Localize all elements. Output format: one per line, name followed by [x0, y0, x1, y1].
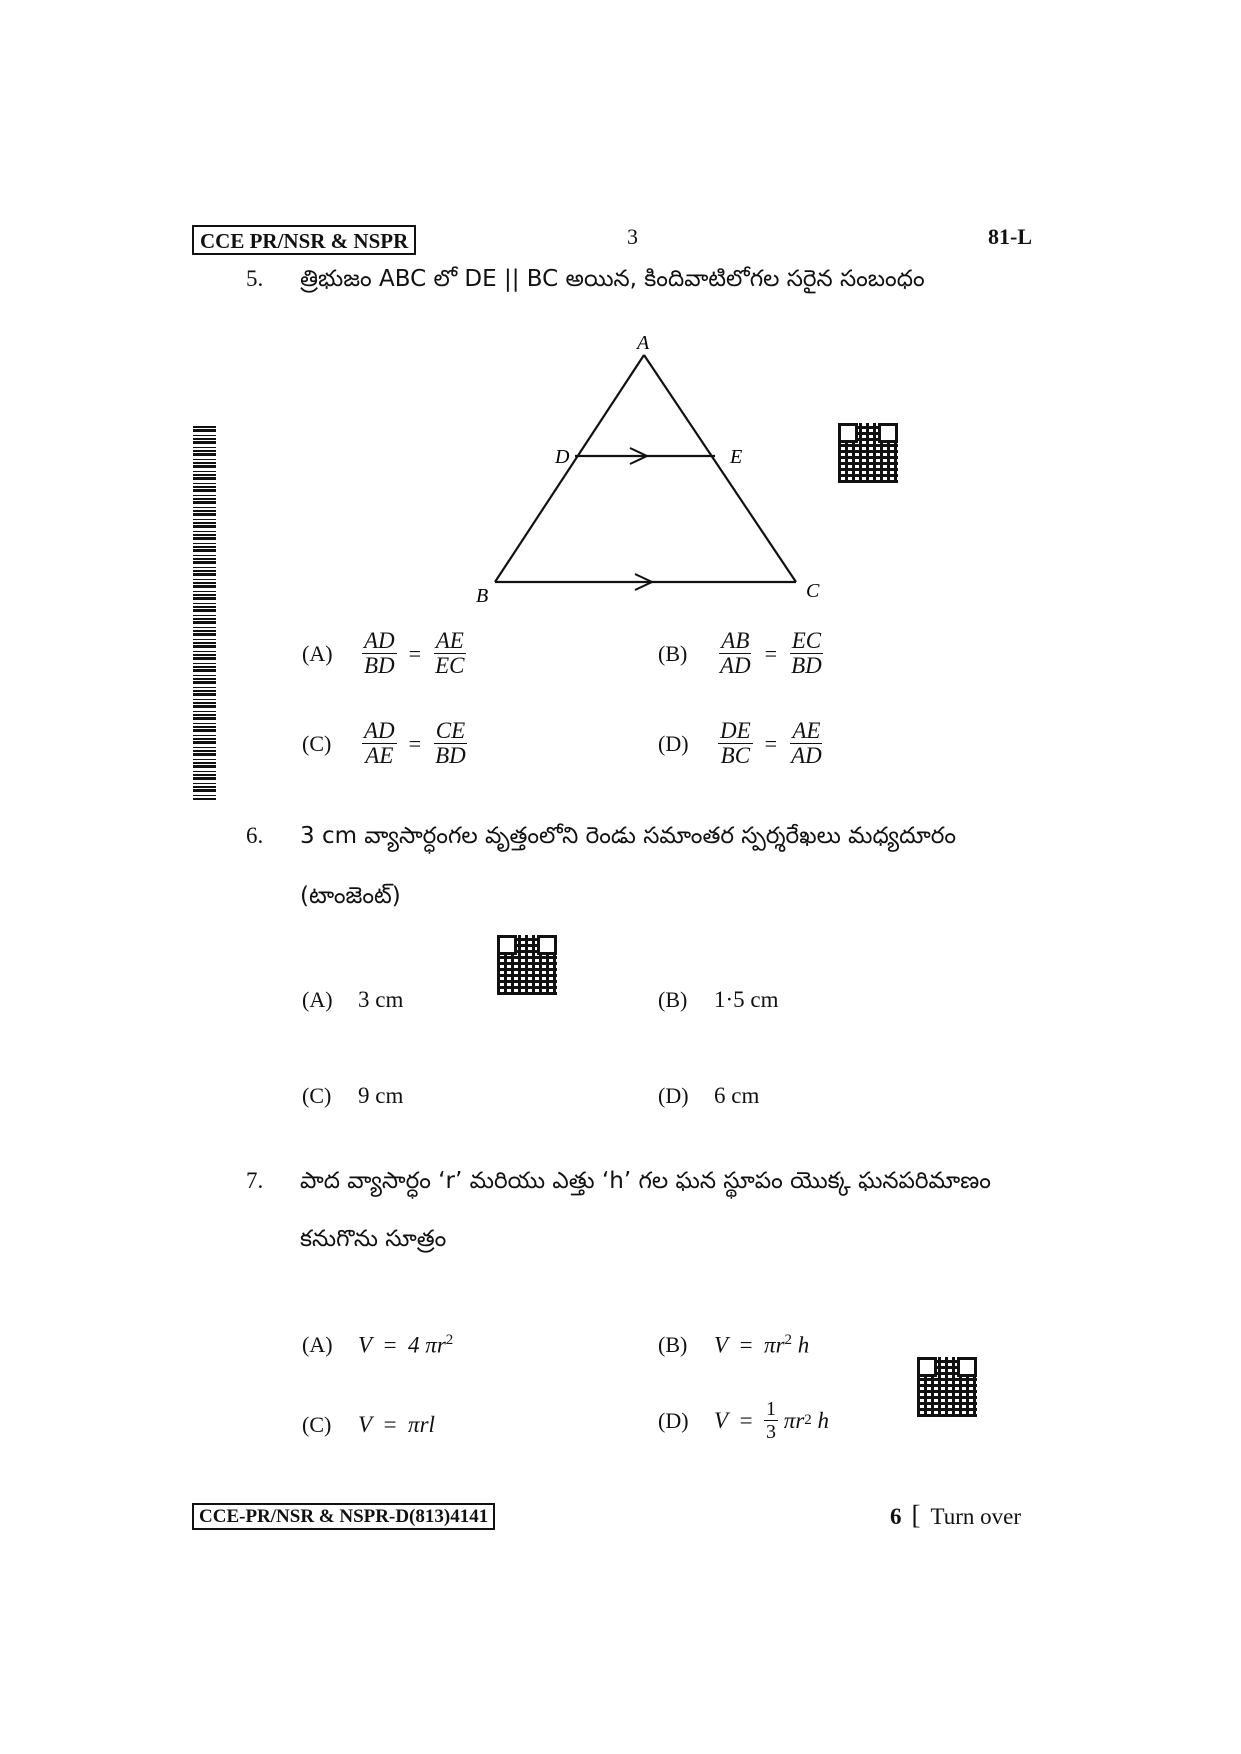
- fraction: $\frac{AB}{AD}$: [720, 628, 751, 678]
- q6-option-c[interactable]: [302, 1083, 403, 1109]
- option-label: (C): [302, 730, 332, 756]
- q6-option-b[interactable]: [658, 987, 779, 1013]
- vertex-b-label: B: [476, 585, 489, 605]
- q5-option-b[interactable]: (B) $\frac{AB}{AD}$ = $\frac{EC}{BD}$: [658, 628, 822, 678]
- option-label: (B): [658, 1332, 688, 1358]
- header-code: CCE PR/NSR & NSPR: [192, 225, 416, 255]
- option-label: (C): [302, 1412, 332, 1437]
- qr-code-1: [838, 423, 898, 483]
- option-text: 1·5 cm: [714, 987, 779, 1012]
- vertex-e-label: E: [730, 446, 743, 468]
- option-label: (C): [302, 1083, 332, 1108]
- fraction: $\frac{AD}{BD}$: [364, 628, 395, 678]
- fraction: $\frac{1}{3}$: [766, 1398, 777, 1443]
- option-text: 9 cm: [358, 1083, 404, 1108]
- fraction: $\frac{AE}{AD}$: [791, 718, 822, 768]
- fraction: $\frac{AD}{AE}$: [364, 718, 395, 768]
- q7-option-d[interactable]: (D) V = $\frac{1}{3}$ πr 2 h: [658, 1398, 830, 1443]
- option-label: (B): [658, 987, 688, 1012]
- q7-option-b[interactable]: (B) $V = \pi r^2$ h: [658, 1332, 810, 1358]
- turn-over-label: Turn over: [930, 1504, 1022, 1529]
- vertex-a-label: A: [637, 332, 650, 354]
- paper-code: 81-L: [988, 224, 1032, 249]
- option-label: (D): [658, 1407, 689, 1433]
- triangle-diagram: [460, 325, 840, 605]
- fraction: $\frac{EC}{BD}$: [791, 628, 822, 678]
- q7-option-c[interactable]: (C) V = πrl: [302, 1412, 435, 1437]
- q6-text-line1: 3 cm వ్యాసార్ధంగల వృత్తంలోని రెండు సమాంతర స్పర్శరేఖలు మధ్యదూరం: [300, 823, 956, 849]
- q6-text-line2: (టాంజెంట్): [300, 883, 401, 909]
- vertex-c-label: C: [806, 580, 820, 602]
- q5-option-d[interactable]: (D) $\frac{DE}{BC}$ = $\frac{AE}{AD}$: [658, 718, 822, 768]
- option-label: (A): [302, 1332, 333, 1358]
- side-barcode: [193, 425, 216, 800]
- q7-text-line2: కనుగొను సూత్రం: [300, 1226, 447, 1252]
- footer-bracket: [: [911, 1500, 921, 1530]
- fraction: $\frac{CE}{BD}$: [435, 718, 466, 768]
- option-label: (A): [302, 987, 333, 1012]
- q7-number: 7.: [246, 1168, 264, 1193]
- footer-page: 6: [890, 1504, 902, 1529]
- q5-number: 5.: [246, 266, 264, 291]
- q5-text: త్రిభుజం ABC లో DE || BC అయిన, కిందివాటిలోగల సరైన సంబంధం: [300, 266, 925, 292]
- fraction: $\frac{DE}{BC}$: [720, 718, 751, 768]
- q5-option-a[interactable]: (A) $\frac{AD}{BD}$ = $\frac{AE}{EC}$: [302, 628, 465, 678]
- footer-turn-over: [890, 1500, 1021, 1531]
- qr-code-3: [917, 1357, 977, 1417]
- q5-option-c[interactable]: (C) $\frac{AD}{AE}$ = $\frac{CE}{BD}$: [302, 718, 466, 768]
- page-number: 3: [627, 224, 638, 249]
- footer-code: CCE-PR/NSR & NSPR-D(813)4141: [192, 1503, 495, 1530]
- qr-code-2: [497, 935, 557, 995]
- q6-number: 6.: [246, 823, 264, 848]
- q6-option-d[interactable]: [658, 1083, 759, 1109]
- option-label: (B): [658, 640, 688, 666]
- q6-option-a[interactable]: [302, 987, 403, 1013]
- vertex-d-label: D: [555, 446, 570, 468]
- option-text: 6 cm: [714, 1083, 760, 1108]
- fraction: $\frac{AE}{EC}$: [435, 628, 465, 678]
- option-text: 3 cm: [358, 987, 404, 1012]
- option-label: (D): [658, 730, 689, 756]
- q7-option-a[interactable]: (A) V = 4 $\pi r^2$: [302, 1332, 454, 1358]
- option-label: (D): [658, 1083, 689, 1108]
- q7-text-line1: పాద వ్యాసార్ధం ‘r’ మరియు ఎత్తు ‘h’ గల ఘన స్థూపం యొక్క ఘనపరిమాణం: [300, 1168, 991, 1194]
- option-label: (A): [302, 640, 333, 666]
